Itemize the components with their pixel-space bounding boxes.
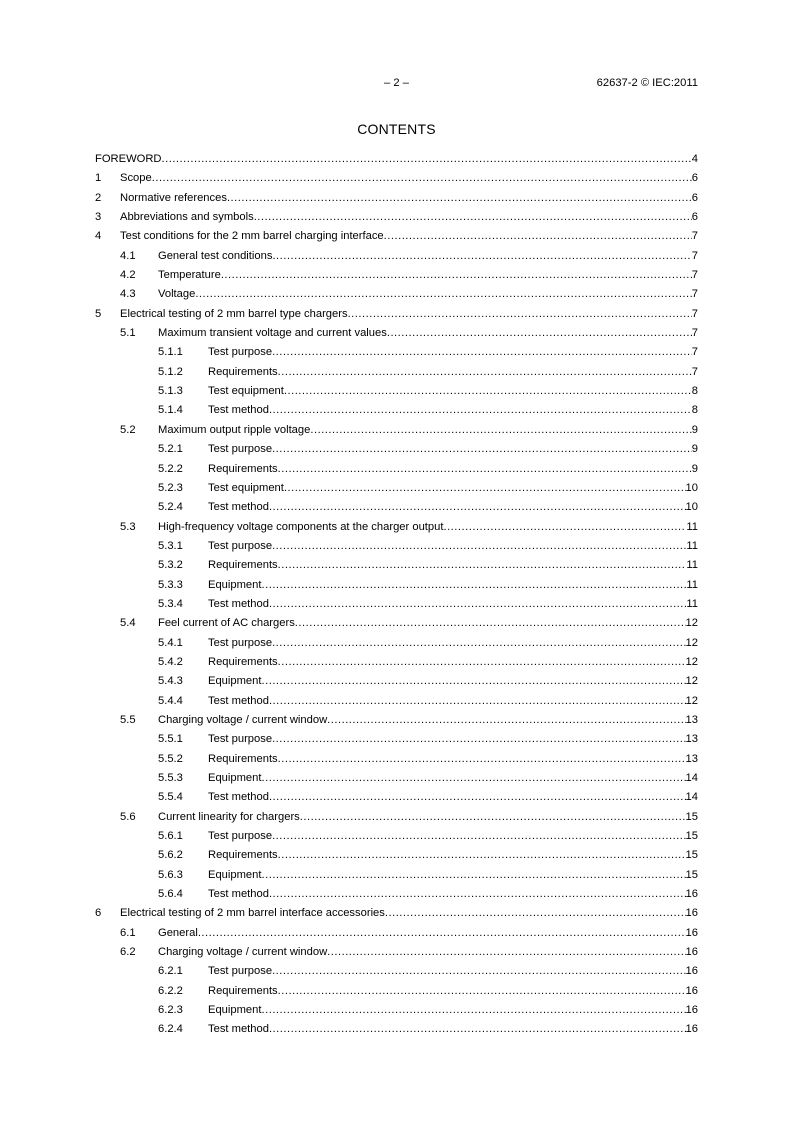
toc-entry-page: 11: [686, 520, 698, 533]
toc-dot-leader: [162, 150, 692, 169]
toc-entry-line: [158, 614, 698, 633]
toc-entry-line: [120, 189, 698, 208]
toc-entry-number: 6: [95, 907, 102, 920]
toc-entry-number: 3: [95, 211, 102, 224]
toc-entry[interactable]: [95, 247, 698, 266]
toc-entry-title: Normative references: [120, 191, 227, 204]
toc-dot-leader: [262, 576, 687, 595]
toc-entry-page: 15: [685, 849, 698, 862]
toc-entry-line: [208, 653, 698, 672]
toc-entry[interactable]: [95, 1020, 698, 1039]
toc-dot-leader: [269, 692, 686, 711]
toc-entry-title: Voltage: [158, 288, 196, 301]
toc-dot-leader: [272, 634, 685, 653]
toc-entry-number: 5.2.2: [158, 462, 183, 475]
toc-entry-title: Charging voltage / current window: [158, 713, 328, 726]
toc-entry-title: Requirements: [208, 462, 278, 475]
toc-entry-number: 6.2.2: [158, 984, 183, 997]
toc-entry[interactable]: [95, 324, 698, 343]
toc-dot-leader: [269, 788, 686, 807]
toc-entry-line: [158, 247, 698, 266]
toc-dot-leader: [272, 962, 685, 981]
toc-dot-leader: [284, 479, 686, 498]
page-header: [95, 77, 698, 93]
toc-entry-line: [208, 479, 698, 498]
toc-entry-title: Test method: [208, 1023, 269, 1036]
toc-entry-line: [158, 518, 698, 537]
toc-entry-number: 1: [95, 172, 102, 185]
toc-entry-number: 5.5: [120, 713, 136, 726]
toc-entry-number: 5.3.1: [158, 539, 183, 552]
toc-dot-leader: [262, 672, 686, 691]
toc-entry-number: 5.6.1: [158, 830, 183, 843]
toc-entry-number: 5.4.4: [158, 694, 183, 707]
toc-entry-title: Test equipment: [208, 481, 284, 494]
toc-entry-page: 16: [685, 1004, 698, 1017]
toc-entry[interactable]: [95, 208, 698, 227]
toc-entry-number: 5.5.4: [158, 791, 183, 804]
toc-entry-number: 5.2.3: [158, 481, 183, 494]
toc-entry-title: Test purpose: [208, 539, 273, 552]
toc-dot-leader: [152, 169, 692, 188]
toc-entry-number: 4.3: [120, 288, 136, 301]
toc-entry-number: 6.2: [120, 946, 136, 959]
toc-entry-number: 4: [95, 230, 102, 243]
toc-entry-line: [208, 846, 698, 865]
toc-entry-line: [158, 266, 698, 285]
toc-entry[interactable]: [95, 924, 698, 943]
toc-entry-line: [208, 498, 698, 517]
toc-entry-page: 9: [691, 443, 698, 456]
toc-entry-page: 12: [685, 655, 698, 668]
toc-dot-leader: [269, 498, 686, 517]
toc-entry-line: [208, 343, 698, 362]
toc-entry-page: 7: [691, 230, 698, 243]
toc-entry-page: 16: [685, 946, 698, 959]
toc-entry[interactable]: [95, 614, 698, 633]
toc-entry-page: 6: [691, 191, 698, 204]
toc-entry[interactable]: [95, 266, 698, 285]
toc-entry-title: Requirements: [208, 655, 278, 668]
toc-entry-title: Requirements: [208, 849, 278, 862]
toc-entry-line: [158, 421, 698, 440]
toc-dot-leader: [269, 885, 686, 904]
toc-entry-line: [208, 730, 698, 749]
toc-entry-page: 11: [686, 559, 698, 572]
toc-entry-page: 6: [691, 172, 698, 185]
toc-entry-line: [208, 692, 698, 711]
toc-entry-number: 5.1.4: [158, 404, 183, 417]
toc-dot-leader: [310, 421, 691, 440]
toc-dot-leader: [262, 866, 686, 885]
toc-entry-line: [208, 595, 698, 614]
toc-entry[interactable]: [95, 730, 698, 749]
toc-entry-line: [208, 460, 698, 479]
toc-entry-page: 9: [691, 462, 698, 475]
toc-entry-line: [208, 556, 698, 575]
toc-entry-title: FOREWORD: [95, 153, 162, 165]
toc-entry-page: 13: [685, 733, 698, 746]
toc-entry-line: [208, 576, 698, 595]
toc-entry[interactable]: [95, 285, 698, 304]
toc-entry-title: Requirements: [208, 984, 278, 997]
toc-entry-page: 11: [686, 578, 698, 591]
toc-entry[interactable]: [95, 498, 698, 517]
toc-entry-title: Electrical testing of 2 mm barrel type chargers: [120, 307, 348, 320]
toc-entry-number: 5.5.2: [158, 752, 183, 765]
toc-entry-title: Test purpose: [208, 443, 273, 456]
toc-dot-leader: [348, 305, 692, 324]
toc-entry-title: Test purpose: [208, 965, 273, 978]
toc-dot-leader: [278, 653, 686, 672]
toc-entry[interactable]: [95, 382, 698, 401]
toc-entry[interactable]: [95, 982, 698, 1001]
toc-entry-line: [208, 672, 698, 691]
toc-entry[interactable]: [95, 343, 698, 362]
page-number: – 2 –: [384, 77, 409, 89]
toc-entry-line: [158, 943, 698, 962]
toc-entry[interactable]: [95, 421, 698, 440]
toc-entry-page: 15: [685, 830, 698, 843]
toc-entry-title: Test purpose: [208, 830, 273, 843]
toc-entry[interactable]: [95, 788, 698, 807]
toc-entry-number: 5.4.2: [158, 655, 183, 668]
toc-entry[interactable]: [95, 692, 698, 711]
toc-entry-title: Test method: [208, 404, 269, 417]
toc-entry-page: 12: [685, 636, 698, 649]
toc-entry-page: 4: [691, 153, 698, 165]
toc-entry[interactable]: [95, 576, 698, 595]
toc-entry[interactable]: [95, 227, 698, 246]
toc-entry-line: [158, 711, 698, 730]
toc-entry-title: Equipment: [208, 578, 262, 591]
toc-dot-leader: [295, 614, 686, 633]
toc-entry[interactable]: [95, 189, 698, 208]
toc-entry-line: [208, 537, 698, 556]
toc-entry-title: Test method: [208, 694, 269, 707]
toc-entry-page: 11: [686, 539, 698, 552]
toc-entry-number: 5.3: [120, 520, 136, 533]
toc-entry-number: 5.6.2: [158, 849, 183, 862]
toc-entry-title: Charging voltage / current window: [158, 946, 328, 959]
toc-entry-title: Maximum output ripple voltage: [158, 423, 311, 436]
toc-entry-line: [208, 634, 698, 653]
toc-entry-page: 13: [685, 713, 698, 726]
toc-entry-page: 16: [685, 907, 698, 920]
toc-entry-title: Electrical testing of 2 mm barrel interface accessories: [120, 907, 385, 920]
toc-entry-title: Equipment: [208, 675, 262, 688]
toc-entry-line: [208, 866, 698, 885]
toc-entry-page: 14: [685, 791, 698, 804]
toc-entry-line: [158, 808, 698, 827]
toc-entry-page: 14: [685, 772, 698, 784]
toc-entry-title: Test purpose: [208, 733, 273, 746]
toc-entry-page: 11: [686, 597, 698, 610]
toc-entry-line: [208, 401, 698, 420]
toc-entry[interactable]: [95, 904, 698, 923]
toc-entry-page: 8: [691, 385, 698, 398]
toc-entry-number: 5.6.3: [158, 868, 183, 881]
toc-dot-leader: [278, 846, 686, 865]
toc-dot-leader: [284, 382, 692, 401]
toc-entry[interactable]: [95, 846, 698, 865]
toc-entry-number: 5.2.4: [158, 501, 183, 514]
toc-dot-leader: [278, 556, 687, 575]
toc-entry-number: 6.2.3: [158, 1004, 183, 1017]
toc-dot-leader: [327, 943, 685, 962]
toc-entry-number: 5.2: [120, 423, 136, 436]
toc-entry-title: Feel current of AC chargers: [158, 617, 295, 630]
toc-entry-number: 5.1: [120, 327, 136, 340]
toc-entry-line: [120, 227, 698, 246]
toc-entry-page: 16: [685, 1023, 698, 1036]
toc-entry-page: 8: [691, 404, 698, 417]
toc-entry-number: 4.1: [120, 249, 136, 262]
toc-entry-page: 16: [685, 926, 698, 939]
toc-entry[interactable]: [95, 769, 698, 788]
toc-entry[interactable]: [95, 634, 698, 653]
toc-entry[interactable]: [95, 943, 698, 962]
toc-entry-line: [208, 363, 698, 382]
toc-entry[interactable]: [95, 808, 698, 827]
toc-entry-number: 5.2.1: [158, 443, 183, 456]
toc-dot-leader: [269, 1020, 686, 1039]
toc-entry-title: Current linearity for chargers: [158, 810, 300, 823]
table-of-contents: [95, 150, 698, 1040]
toc-dot-leader: [278, 982, 686, 1001]
toc-entry-number: 6.1: [120, 926, 136, 939]
toc-entry-line: [95, 150, 698, 169]
toc-entry-line: [120, 169, 698, 188]
toc-entry[interactable]: [95, 556, 698, 575]
toc-entry[interactable]: [95, 305, 698, 324]
toc-entry-title: Maximum transient voltage and current values: [158, 327, 387, 340]
toc-entry-page: 7: [691, 365, 698, 378]
toc-entry-page: 7: [691, 307, 698, 320]
toc-entry[interactable]: [95, 962, 698, 981]
toc-entry-line: [208, 1001, 698, 1020]
toc-entry-line: [208, 962, 698, 981]
toc-entry-title: Equipment: [208, 1004, 262, 1017]
toc-entry[interactable]: [95, 885, 698, 904]
toc-entry-title: Test method: [208, 501, 269, 514]
toc-entry-page: 7: [691, 269, 698, 282]
toc-entry[interactable]: [95, 150, 698, 169]
toc-entry-title: Requirements: [208, 752, 278, 765]
toc-entry[interactable]: [95, 711, 698, 730]
toc-entry[interactable]: [95, 440, 698, 459]
toc-entry-number: 5: [95, 307, 102, 320]
toc-entry-title: Test method: [208, 597, 269, 610]
toc-entry-number: 5.1.3: [158, 385, 183, 398]
toc-entry-page: 12: [685, 694, 698, 707]
toc-dot-leader: [272, 247, 691, 266]
toc-entry-page: 16: [685, 888, 698, 901]
toc-entry[interactable]: [95, 653, 698, 672]
toc-entry-number: 2: [95, 191, 102, 204]
toc-dot-leader: [300, 808, 686, 827]
toc-entry[interactable]: [95, 363, 698, 382]
toc-entry-title: Requirements: [208, 559, 278, 572]
toc-entry[interactable]: [95, 401, 698, 420]
toc-entry-number: 5.4.3: [158, 675, 183, 688]
toc-entry-page: 7: [691, 346, 698, 359]
toc-entry-page: 7: [691, 288, 698, 301]
toc-entry-line: [120, 208, 698, 227]
toc-entry[interactable]: [95, 866, 698, 885]
toc-entry-page: 15: [685, 810, 698, 823]
toc-entry-line: [120, 305, 698, 324]
toc-dot-leader: [262, 769, 686, 788]
toc-dot-leader: [272, 730, 685, 749]
toc-dot-leader: [387, 324, 692, 343]
toc-entry[interactable]: [95, 1001, 698, 1020]
toc-entry-title: General test conditions: [158, 249, 273, 262]
toc-entry-title: Abbreviations and symbols: [120, 211, 254, 224]
toc-entry[interactable]: [95, 518, 698, 537]
toc-entry-title: Test equipment: [208, 385, 284, 398]
toc-entry-line: [208, 382, 698, 401]
toc-entry-page: 12: [685, 675, 698, 688]
toc-dot-leader: [198, 924, 686, 943]
toc-entry-line: [208, 750, 698, 769]
toc-dot-leader: [221, 266, 692, 285]
toc-dot-leader: [443, 518, 686, 537]
toc-entry-line: [208, 788, 698, 807]
toc-entry-title: Requirements: [208, 365, 278, 378]
toc-entry-line: [208, 769, 698, 788]
toc-entry-title: Test method: [208, 888, 269, 901]
toc-dot-leader: [327, 711, 685, 730]
toc-entry-line: [158, 324, 698, 343]
toc-entry-title: Scope: [120, 172, 152, 185]
toc-dot-leader: [278, 363, 692, 382]
toc-entry[interactable]: [95, 460, 698, 479]
toc-entry-title: General: [158, 926, 198, 939]
toc-entry-title: Test purpose: [208, 636, 273, 649]
toc-dot-leader: [272, 827, 685, 846]
toc-entry-line: [158, 285, 698, 304]
toc-dot-leader: [254, 208, 692, 227]
toc-entry-page: 10: [685, 501, 698, 514]
toc-entry-number: 5.4: [120, 617, 136, 630]
toc-entry-page: 16: [685, 984, 698, 997]
toc-entry-title: Test purpose: [208, 346, 273, 359]
toc-entry-number: 6.2.4: [158, 1023, 183, 1036]
toc-entry[interactable]: [95, 169, 698, 188]
toc-entry-line: [208, 982, 698, 1001]
document-id: 62637-2 © IEC:2011: [596, 77, 698, 89]
toc-dot-leader: [384, 227, 692, 246]
toc-entry-number: 5.1.1: [158, 346, 183, 359]
toc-dot-leader: [269, 595, 686, 614]
toc-dot-leader: [278, 750, 686, 769]
toc-entry-title: Equipment: [208, 772, 262, 784]
toc-entry-page: 15: [685, 868, 698, 881]
toc-entry-page: 7: [691, 327, 698, 340]
toc-entry-number: 6.2.1: [158, 965, 183, 978]
toc-entry-page: 16: [685, 965, 698, 978]
toc-entry[interactable]: [95, 827, 698, 846]
toc-entry-title: Equipment: [208, 868, 262, 881]
toc-dot-leader: [272, 537, 686, 556]
toc-entry-line: [208, 885, 698, 904]
toc-entry-number: 5.3.4: [158, 597, 183, 610]
toc-entry-number: 5.5.1: [158, 733, 183, 746]
toc-dot-leader: [272, 343, 692, 362]
toc-entry[interactable]: [95, 595, 698, 614]
toc-entry-line: [208, 827, 698, 846]
toc-entry[interactable]: [95, 479, 698, 498]
toc-dot-leader: [278, 460, 692, 479]
toc-entry-title: Test method: [208, 791, 269, 804]
toc-entry-line: [120, 904, 698, 923]
toc-dot-leader: [262, 1001, 686, 1020]
toc-entry-number: 5.6: [120, 810, 136, 823]
toc-entry-line: [208, 1020, 698, 1039]
toc-entry-line: [208, 440, 698, 459]
toc-dot-leader: [269, 401, 692, 420]
toc-entry-number: 5.1.2: [158, 365, 183, 378]
toc-entry-page: 7: [691, 249, 698, 262]
toc-entry[interactable]: [95, 672, 698, 691]
toc-entry-number: 5.5.3: [158, 772, 183, 784]
toc-entry-page: 9: [691, 423, 698, 436]
toc-entry-title: Test conditions for the 2 mm barrel charging interface: [120, 230, 384, 243]
toc-entry[interactable]: [95, 537, 698, 556]
toc-entry-number: 5.6.4: [158, 888, 183, 901]
contents-title: CONTENTS: [357, 121, 436, 137]
toc-dot-leader: [385, 904, 686, 923]
toc-dot-leader: [272, 440, 692, 459]
toc-entry[interactable]: [95, 750, 698, 769]
toc-entry-page: 10: [685, 481, 698, 494]
toc-entry-title: Temperature: [158, 269, 221, 282]
toc-dot-leader: [195, 285, 691, 304]
toc-entry-title: High-frequency voltage components at the charger output: [158, 520, 444, 533]
toc-entry-number: 4.2: [120, 269, 136, 282]
toc-entry-page: 6: [691, 211, 698, 224]
toc-entry-page: 13: [685, 752, 698, 765]
toc-entry-number: 5.3.3: [158, 578, 183, 591]
toc-dot-leader: [227, 189, 692, 208]
toc-entry-number: 5.3.2: [158, 559, 183, 572]
toc-entry-number: 5.4.1: [158, 636, 183, 649]
toc-entry-page: 12: [685, 617, 698, 630]
toc-entry-line: [158, 924, 698, 943]
